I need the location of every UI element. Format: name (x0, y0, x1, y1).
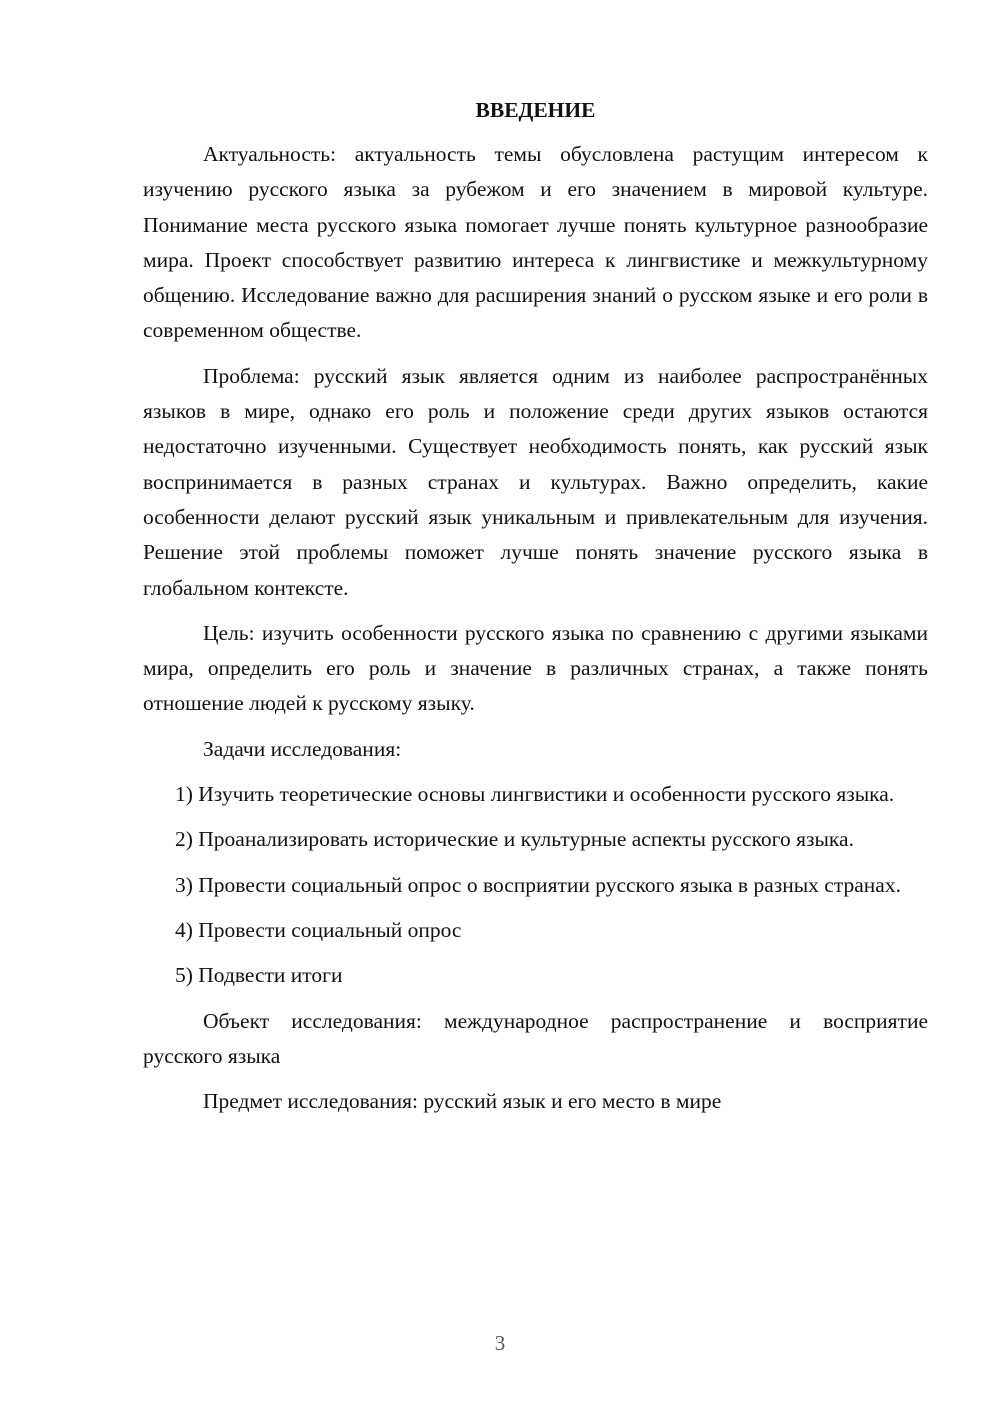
section-title: ВВЕДЕНИЕ (475, 98, 596, 122)
task-item-3: 3) Провести социальный опрос о восприятии русского языка в разных странах. (175, 872, 901, 897)
task-item-2: 2) Проанализировать исторические и культурные аспекты русского языка. (175, 827, 854, 852)
page-number: 3 (494, 1331, 506, 1355)
task-item-5: 5) Подвести итоги (175, 963, 343, 988)
object-paragraph: Объект исследования: международное распространение и восприятие русского языка (143, 1008, 928, 1068)
document-page (143, 93, 928, 1129)
tasks-heading: Задачи исследования: (203, 736, 402, 761)
goal-paragraph: Цель: изучить особенности русского языка по сравнению с другими языками мира, определить его роль и значение в различных странах, а также понять отношение людей к русскому языку. (143, 620, 928, 716)
relevance-paragraph: Актуальность: актуальность темы обусловлена растущим интересом к изучению русского языка за рубежом и его значением в мировой культуре. Понимание места русского языка помогает лучше понять культурное разнообразие мира. Проект способствует развитию интереса к лингвистике и межкультурному общению. Исследование важно для расширения знаний о русском языке и его роли в современном обществе. (143, 142, 928, 343)
problem-paragraph: Проблема: русский язык является одним из наиболее распространённых языков в мире, однако его роль и положение среди других языков остаются недостаточно изученными. Существует необходимость понять, как русский язык воспринимается в разных странах и культурах. Важно определить, какие особенности делают русский язык уникальным и привлекательным для изучения. Решение этой проблемы поможет лучше понять значение русского языка в глобальном контексте. (143, 363, 928, 600)
subject-paragraph: Предмет исследования: русский язык и его место в мире (203, 1089, 722, 1114)
task-item-4: 4) Провести социальный опрос (175, 917, 462, 942)
task-item-1: 1) Изучить теоретические основы лингвистики и особенности русского языка. (175, 782, 895, 807)
